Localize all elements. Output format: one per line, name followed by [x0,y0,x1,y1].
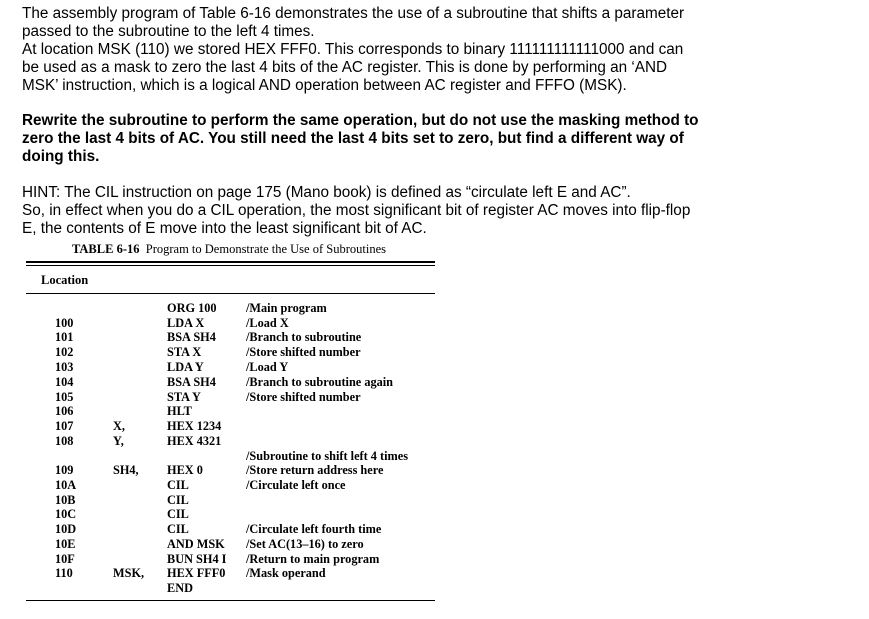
row-comment: /Mask operand [246,566,326,580]
hint-line: So, in effect when you do a CIL operation, the most significant bit of register AC moves into flip-flop [22,202,691,219]
task-line: doing this. [22,148,100,165]
table-bottom-rule [26,600,435,601]
row-comment: /Branch to subroutine [246,330,362,344]
intro-line: The assembly program of Table 6-16 demonstrates the use of a subroutine that shifts a parameter [22,5,685,22]
row-comment: /Branch to subroutine again [246,375,394,389]
row-location: 100 [55,316,74,330]
row-comment: /Main program [246,301,327,315]
hint-paragraph [22,184,690,238]
table-caption [72,242,386,257]
row-instruction: STA Y [167,390,201,404]
row-instruction: ORG 100 [167,301,217,315]
row-label: Y, [113,434,124,448]
row-instruction: LDA X [167,316,205,330]
row-location: 10E [55,537,76,551]
row-instruction: CIL [167,493,189,507]
intro-line: MSK’ instruction, which is a logical AND operation between AC register and FFFO (MSK). [22,77,627,94]
task-line: zero the last 4 bits of AC. You still need the last 4 bits set to zero, but find a different way of [22,130,684,147]
row-instruction: STA X [167,345,202,359]
row-comment: /Store shifted number [246,390,361,404]
row-instruction: HEX 1234 [167,419,222,433]
intro-line: passed to the subroutine to the left 4 times. [22,23,315,40]
row-instruction: END [167,581,193,595]
row-instruction: HEX FFF0 [167,566,226,580]
row-location: 10D [55,522,77,536]
row-instruction: BSA SH4 [167,375,216,389]
row-instruction: HEX 0 [167,463,203,477]
row-location: 10A [55,478,77,492]
table-caption-text: Program to Demonstrate the Use of Subroutines [145,242,386,256]
table-top-rule [26,261,435,263]
table-caption-number: TABLE 6-16 [72,242,140,256]
row-location: 102 [55,345,74,359]
task-paragraph [22,112,699,166]
row-comment: /Store return address here [246,463,384,477]
table-header-rule [26,293,435,294]
table-top-rule-thin [26,265,435,266]
row-instruction: BSA SH4 [167,330,216,344]
row-location: 10C [55,507,77,521]
row-comment: /Circulate left once [246,478,346,492]
row-location: 110 [55,566,73,580]
row-location: 109 [55,463,74,477]
row-comment: /Return to main program [246,552,380,566]
row-instruction: CIL [167,507,189,521]
row-comment: /Circulate left fourth time [246,522,382,536]
row-comment: /Load Y [246,360,289,374]
row-location: 105 [55,390,74,404]
row-location: 10F [55,552,75,566]
task-line: Rewrite the subroutine to perform the same operation, but do not use the masking method to [22,112,699,129]
intro-paragraph [22,5,684,95]
row-location: 107 [55,419,74,433]
hint-line: HINT: The CIL instruction on page 175 (Mano book) is defined as “circulate left E and AC”. [22,184,631,201]
row-label: MSK, [113,566,145,580]
intro-line: be used as a mask to zero the last 4 bits of the AC register. This is done by performing an ‘AND [22,59,668,76]
row-instruction: CIL [167,522,189,536]
row-instruction: HEX 4321 [167,434,222,448]
row-instruction: HLT [167,404,192,418]
hint-line: E, the contents of E move into the least significant bit of AC. [22,220,427,237]
row-comment: /Set AC(13–16) to zero [246,537,364,551]
row-instruction: BUN SH4 I [167,552,227,566]
row-location: 108 [55,434,74,448]
row-instruction: AND MSK [167,537,225,551]
intro-line: At location MSK (110) we stored HEX FFF0. This corresponds to binary 111111111111000 and can [22,41,684,58]
row-comment: /Store shifted number [246,345,361,359]
row-label: SH4, [113,463,139,477]
row-comment: /Subroutine to shift left 4 times [246,449,409,463]
table-header-location: Location [41,273,89,287]
row-location: 10B [55,493,76,507]
row-label: X, [113,419,125,433]
row-comment: /Load X [246,316,289,330]
row-instruction: CIL [167,478,189,492]
row-location: 103 [55,360,74,374]
row-location: 104 [55,375,74,389]
row-location: 106 [55,404,74,418]
row-instruction: LDA Y [167,360,204,374]
row-location: 101 [55,330,74,344]
